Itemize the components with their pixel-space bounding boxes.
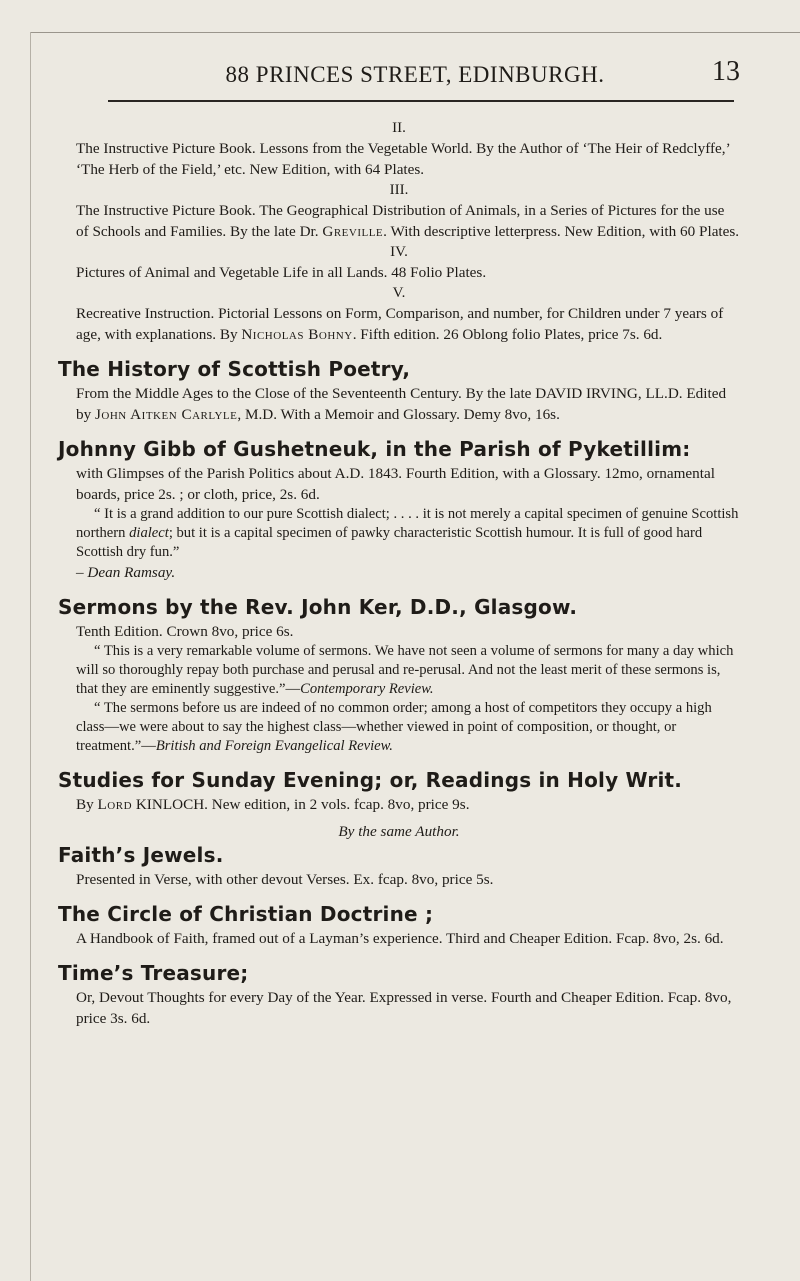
quote-text bbox=[76, 505, 740, 562]
book-title: Time’s Treasure; bbox=[58, 961, 249, 985]
quote-text bbox=[76, 642, 740, 699]
book-circle bbox=[58, 901, 740, 949]
text-part: . Fifth edition. 26 Oblong folio Plates, price 7s. 6d. bbox=[352, 326, 663, 343]
series-text: The Instructive Picture Book. Lessons from the Vegetable World. By the Author of ‘The Heir of Redclyffe,’ ‘The Herb of the Field,’ etc. New Edition, with 64 Plates. bbox=[76, 140, 730, 178]
series-numeral: III. bbox=[389, 182, 409, 198]
book-johnny-gibb bbox=[58, 436, 740, 583]
same-author-note: By the same Author. bbox=[338, 823, 460, 840]
quote-text bbox=[76, 699, 740, 756]
header-rule bbox=[108, 100, 734, 102]
book-description: with Glimpses of the Parish Politics about A.D. 1843. Fourth Edition, with a Glossary. 12mo, ornamental boards, price 2s. ; or cloth, price, 2s. 6d. bbox=[76, 465, 715, 503]
author-name: Greville bbox=[322, 223, 384, 240]
book-studies bbox=[58, 767, 740, 842]
quote-attribution: – Dean Ramsay. bbox=[76, 564, 176, 581]
text-part: Recreative Instruction. Pictorial Lessons on Form, Comparison, and number, for Children under 7 years of age, with explanations. By bbox=[76, 305, 724, 343]
quote-source: British and Foreign Evangelical Review. bbox=[155, 738, 393, 754]
series-text bbox=[58, 200, 740, 242]
text-part: From the Middle Ages to the Close of the Seventeenth Century. By the late DAVID IRVING, LL.D. Edited by bbox=[76, 385, 727, 423]
review-quote bbox=[58, 505, 740, 583]
book-title: Sermons by the Rev. John Ker, D.D., Glasgow. bbox=[58, 595, 578, 619]
text-part: ; but it is a capital specimen of pawky characteristic Scottish humour. It is full of good hard Scottish dry fun.” bbox=[76, 525, 703, 560]
book-description: A Handbook of Faith, framed out of a Layman’s experience. Third and Cheaper Edition. Fcap. 8vo, 2s. 6d. bbox=[76, 930, 724, 947]
series-numeral: V. bbox=[392, 285, 406, 301]
review-quote bbox=[58, 642, 740, 756]
catalogue-content bbox=[58, 118, 740, 1029]
series-text bbox=[58, 303, 740, 345]
series-numeral: II. bbox=[392, 120, 406, 136]
text-part: KINLOCH. New edition, in 2 vols. fcap. 8vo, price 9s. bbox=[132, 796, 470, 813]
book-scottish-poetry bbox=[58, 356, 740, 425]
text-part: “ The sermons before us are indeed of no common order; among a host of competitors they occupy a high class—we were about to say the highest class—whether viewed in point of composition, or thought, or treatment.”— bbox=[76, 700, 712, 754]
book-description: Presented in Verse, with other devout Verses. Ex. fcap. 8vo, price 5s. bbox=[76, 871, 494, 888]
editor-name: John Aitken Carlyle bbox=[94, 406, 238, 423]
series-text: Pictures of Animal and Vegetable Life in all Lands. 48 Folio Plates. bbox=[76, 264, 487, 281]
text-part: “ This is a very remarkable volume of sermons. We have not seen a volume of sermons for many a day which will so thoroughly repay both purchase and perusal and re-perusal. And not the least merit of these sermons is, that they are eminently suggestive.”— bbox=[76, 643, 734, 697]
series-entry-4 bbox=[58, 242, 740, 283]
author-name: Lord bbox=[97, 796, 133, 813]
italic-word: dialect bbox=[129, 525, 169, 541]
book-title: Faith’s Jewels. bbox=[58, 843, 224, 867]
book-description bbox=[58, 383, 740, 425]
running-head: 88 PRINCES STREET, EDINBURGH. bbox=[225, 62, 605, 87]
page-edge-line bbox=[30, 32, 800, 33]
book-title: Johnny Gibb of Gushetneuk, in the Parish of Pyketillim: bbox=[58, 437, 691, 461]
book-title: Studies for Sunday Evening; or, Readings in Holy Writ. bbox=[58, 768, 683, 792]
author-name: Nicholas Bohny bbox=[241, 326, 353, 343]
text-part: . With descriptive letterpress. New Edition, with 60 Plates. bbox=[383, 223, 740, 240]
book-title: The History of Scottish Poetry, bbox=[58, 357, 411, 381]
text-part: The Instructive Picture Book. The Geographical Distribution of Animals, in a Series of Pictures for the use of Schools and Families. By the late Dr. bbox=[76, 202, 725, 240]
text-part: , M.D. With a Memoir and Glossary. Demy 8vo, 16s. bbox=[237, 406, 560, 423]
book-description bbox=[58, 794, 740, 815]
book-faiths-jewels bbox=[58, 842, 740, 890]
series-entry-2 bbox=[58, 118, 740, 180]
book-times-treasure bbox=[58, 960, 740, 1029]
book-description: Tenth Edition. Crown 8vo, price 6s. bbox=[76, 623, 294, 640]
series-entry-3 bbox=[58, 180, 740, 242]
page-number: 13 bbox=[712, 56, 740, 87]
text-part: By bbox=[76, 796, 98, 813]
book-description: Or, Devout Thoughts for every Day of the Year. Expressed in verse. Fourth and Cheaper Edition. Fcap. 8vo, price 3s. 6d. bbox=[76, 989, 732, 1027]
binding-edge bbox=[30, 32, 31, 1281]
quote-source: Contemporary Review. bbox=[300, 681, 434, 697]
series-numeral: IV. bbox=[390, 244, 408, 260]
text-part: “ It is a grand addition to our pure Scottish dialect; . . . . it is not merely a capital specimen of genuine Scottish northern bbox=[76, 506, 739, 541]
book-title: The Circle of Christian Doctrine ; bbox=[58, 902, 434, 926]
book-sermons bbox=[58, 594, 740, 756]
series-entry-5 bbox=[58, 283, 740, 345]
